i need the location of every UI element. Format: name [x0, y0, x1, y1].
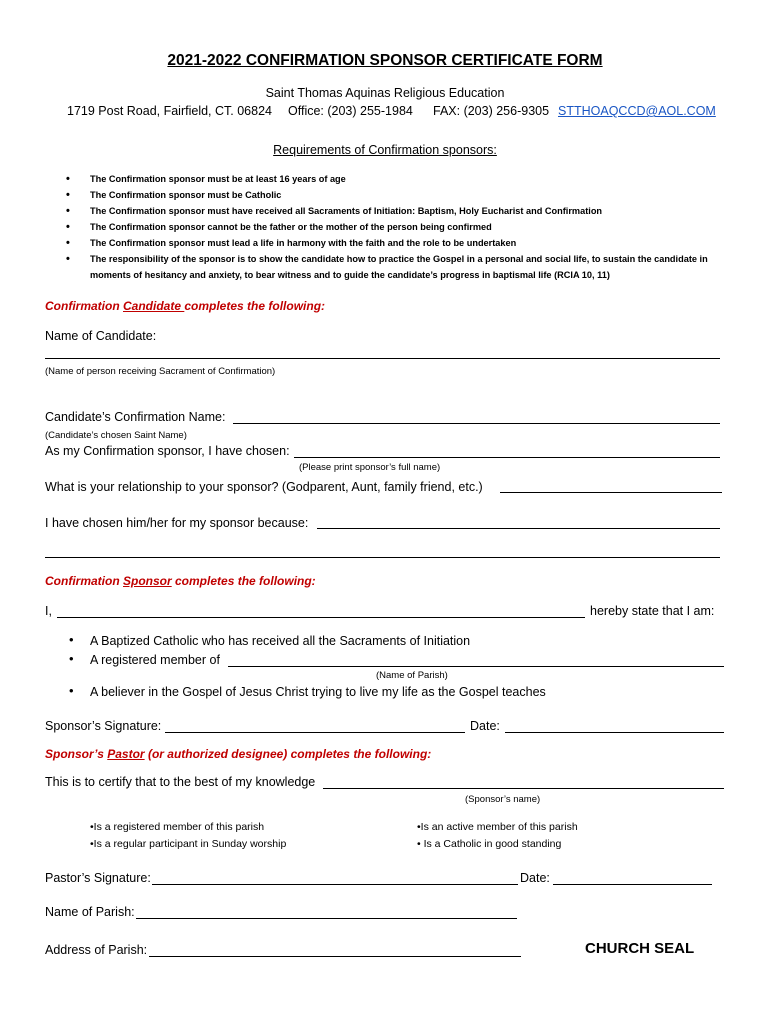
org-address: 1719 Post Road, Fairfield, CT. 06824	[67, 104, 272, 118]
sponsor-bullet-baptized: A Baptized Catholic who has received all the Sacraments of Initiation	[90, 634, 471, 648]
confirmation-name-field[interactable]	[233, 423, 720, 424]
sponsor-parish-field[interactable]	[228, 666, 724, 667]
bullet-icon: •	[69, 683, 74, 698]
requirements-list	[62, 171, 722, 283]
sponsor-bullet-registered: A registered member of	[90, 653, 220, 667]
chosen-sponsor-note: (Please print sponsor’s full name)	[299, 462, 441, 473]
parish-name-label: Name of Parish:	[45, 905, 135, 919]
relationship-field[interactable]	[500, 492, 722, 493]
pastor-sponsor-name-note: (Sponsor’s name)	[465, 794, 541, 805]
pastor-signature-label: Pastor’s Signature:	[45, 871, 151, 885]
confirmation-name-note: (Candidate’s chosen Saint Name)	[45, 430, 187, 441]
requirement-item: • The Confirmation sponsor must be Catholic	[62, 187, 722, 203]
pastor-signature-field[interactable]	[152, 884, 518, 885]
pastor-date-field[interactable]	[553, 884, 712, 885]
church-seal-label: CHURCH SEAL	[585, 940, 695, 957]
org-email-link[interactable]: STTHOAQCCD@AOL.COM	[558, 104, 716, 118]
requirement-item: • The Confirmation sponsor must lead a life in harmony with the faith and the role to be undertaken	[62, 235, 722, 251]
bullet-icon: •	[69, 651, 74, 666]
sponsor-bullet-believer: A believer in the Gospel of Jesus Christ trying to live my life as the Gospel teaches	[90, 685, 546, 699]
reason-field-line-1[interactable]	[317, 528, 720, 529]
pastor-sponsor-name-field[interactable]	[323, 788, 724, 789]
org-name: Saint Thomas Aquinas Religious Education	[265, 86, 505, 100]
pastor-date-label: Date:	[520, 871, 550, 885]
pastor-check-sunday: •Is a regular participant in Sunday worship	[90, 838, 287, 850]
requirements-heading: Requirements of Confirmation sponsors:	[273, 143, 497, 157]
chosen-sponsor-label: As my Confirmation sponsor, I have chosen:	[45, 444, 290, 458]
parish-address-label: Address of Parish:	[45, 943, 148, 957]
relationship-label: What is your relationship to your sponsor? (Godparent, Aunt, family friend, etc.)	[45, 480, 483, 494]
bullet-icon: •	[69, 632, 74, 647]
pastor-section-heading: Sponsor’s Pastor (or authorized designee) completes the following:	[45, 747, 432, 761]
candidate-name-field[interactable]	[45, 358, 720, 359]
sponsor-name-field[interactable]	[57, 617, 585, 618]
parish-name-field[interactable]	[136, 918, 517, 919]
org-fax: FAX: (203) 256-9305	[433, 104, 550, 118]
parish-address-field[interactable]	[149, 956, 521, 957]
sponsor-signature-field[interactable]	[165, 732, 465, 733]
sponsor-signature-label: Sponsor’s Signature:	[45, 719, 162, 733]
reason-field-line-2[interactable]	[45, 557, 720, 558]
confirmation-name-label: Candidate’s Confirmation Name:	[45, 410, 226, 424]
chosen-sponsor-field[interactable]	[294, 457, 720, 458]
candidate-section-heading: Confirmation Candidate completes the following:	[45, 299, 326, 313]
requirement-item: • The Confirmation sponsor must have received all Sacraments of Initiation: Baptism, Holy Eucharist and Confirmation	[62, 203, 722, 219]
candidate-name-label: Name of Candidate:	[45, 329, 157, 343]
form-title: 2021-2022 CONFIRMATION SPONSOR CERTIFICATE FORM	[167, 52, 603, 69]
requirement-item: • The responsibility of the sponsor is to show the candidate how to practice the Gospel in a personal and social life, to sustain the candidate in moments of hesitancy and anxiety, to bear witness and to guide the candidate’s progress in baptismal life (RCIA 10, 11)	[62, 251, 722, 283]
pastor-check-registered: •Is a registered member of this parish	[90, 821, 265, 833]
org-office-phone: Office: (203) 255-1984	[288, 104, 413, 118]
candidate-name-note: (Name of person receiving Sacrament of Confirmation)	[45, 366, 276, 377]
reason-label: I have chosen him/her for my sponsor because:	[45, 516, 309, 530]
sponsor-date-field[interactable]	[505, 732, 724, 733]
sponsor-parish-note: (Name of Parish)	[376, 670, 448, 681]
pastor-check-active: •Is an active member of this parish	[417, 821, 578, 833]
pastor-certify-label: This is to certify that to the best of my knowledge	[45, 775, 316, 789]
sponsor-section-heading: Confirmation Sponsor completes the following:	[45, 574, 316, 588]
sponsor-date-label: Date:	[470, 719, 500, 733]
sponsor-state-label: hereby state that I am:	[590, 604, 715, 618]
requirement-item: • The Confirmation sponsor cannot be the father or the mother of the person being confirmed	[62, 219, 722, 235]
sponsor-i-label: I,	[45, 604, 52, 618]
pastor-check-catholic: • Is a Catholic in good standing	[417, 838, 562, 850]
requirement-item: • The Confirmation sponsor must be at least 16 years of age	[62, 171, 722, 187]
